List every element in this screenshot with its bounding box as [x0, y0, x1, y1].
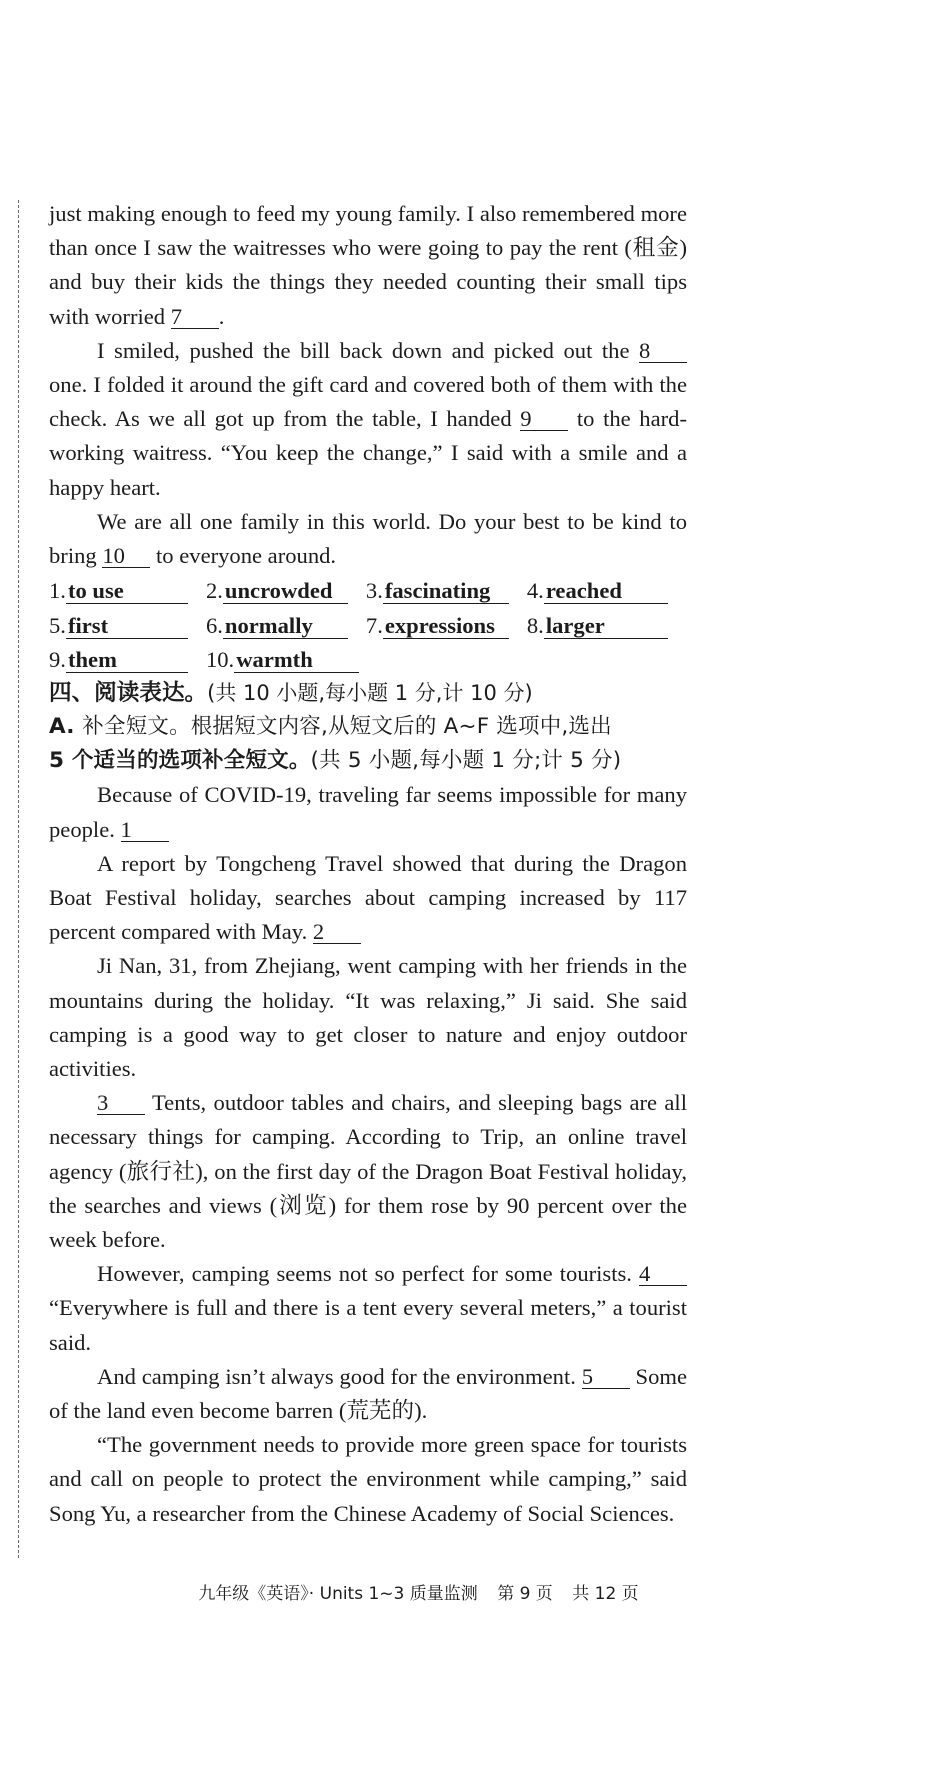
passage-paragraph-3 [49, 949, 687, 1086]
answer-item [49, 578, 188, 604]
answer-item [49, 647, 188, 673]
section-detail: (共 10 小题,每小题 1 分,计 10 分) [207, 680, 533, 705]
passage-blank-3: 3 [97, 1092, 145, 1115]
answer-blank-7: 7 [171, 306, 219, 329]
passage-text: However, camping seems not so perfect for some tourists. [97, 1261, 632, 1287]
footer-page-number: 第 9 页 [497, 1584, 553, 1604]
page-content [49, 197, 687, 1531]
answer-blank-10: 10 [102, 545, 150, 568]
answer-value: fascinating [383, 579, 509, 604]
passage-blank-2: 2 [313, 921, 361, 944]
part-a-instructions [49, 710, 687, 778]
answer-item [366, 613, 509, 639]
answer-number: 7. [365, 612, 383, 638]
answer-item [527, 613, 668, 639]
story-text: to the hard-working waitress. “You keep the change,” I said with a smile and a happy heart. [49, 406, 687, 500]
answer-value: to use [66, 579, 188, 604]
answer-value: warmth [234, 648, 359, 673]
answer-number: 6. [205, 612, 223, 638]
passage-blank-1: 1 [121, 819, 169, 842]
answer-value: first [66, 614, 188, 639]
instruction-scoring: (共 5 小题,每小题 1 分;计 5 分) [310, 748, 622, 774]
answer-blank-9: 9 [520, 408, 568, 431]
passage-paragraph-7 [49, 1428, 687, 1531]
answer-blank-8: 8 [639, 340, 687, 363]
passage-text: And camping isn’t always good for the environment. [97, 1363, 576, 1389]
answer-row [49, 573, 687, 607]
passage-text: Some of the land even become barren (荒芜的). [49, 1363, 688, 1424]
passage-blank-5: 5 [582, 1366, 630, 1389]
page-footer [0, 1579, 927, 1604]
story-paragraph-1: just making enough to feed my young family. I also remembered more than once I saw the waitresses who were going to pay the rent (租金) and buy their kids the things they needed counting their small tips with worried 7 . [49, 201, 687, 329]
instruction-text: 5 个适当的选项补全短文。 [49, 748, 311, 774]
answer-value: expressions [383, 614, 509, 639]
story-text: We are all one family in this world. Do your best to be kind to bring [49, 508, 687, 569]
answer-row [49, 607, 687, 641]
answer-number: 10. [205, 646, 235, 672]
story-text: to everyone around. [156, 543, 337, 569]
answer-value: normally [223, 614, 348, 639]
answer-number: 9. [49, 646, 66, 672]
passage-paragraph-4 [49, 1086, 687, 1257]
passage-text: Tents, outdoor tables and chairs, and sleeping bags are all necessary things for camping. According to Trip, an online travel agency (旅行社), on the first day of the Dragon Boat Festival holiday, the searches and views (浏览) for them rose by 90 percent over the week before. [49, 1090, 687, 1253]
answer-value: larger [544, 614, 668, 639]
binding-cut-line [18, 200, 19, 1558]
passage-text: Because of COVID-19, traveling far seems impossible for many people. [49, 782, 687, 842]
story-text: I smiled, pushed the bill back down and picked out the [97, 337, 630, 363]
part-label: A. [49, 714, 75, 739]
answer-number: 4. [526, 578, 544, 604]
instruction-text: 补全短文。根据短文内容,从短文后的 A~F 选项中,选出 [82, 714, 612, 739]
footer-subject: 九年级《英语》· Units 1~3 质量监测 [198, 1584, 478, 1604]
footer-total-pages: 共 12 页 [572, 1584, 639, 1604]
answer-number: 2. [205, 578, 223, 604]
answer-item [206, 578, 348, 604]
answer-value: reached [544, 579, 668, 604]
answer-item [49, 613, 188, 639]
answer-key [49, 573, 687, 676]
passage-blank-4: 4 [639, 1263, 687, 1286]
answer-row [49, 642, 687, 676]
section-heading [49, 676, 687, 710]
passage-paragraph-6 [49, 1360, 687, 1428]
passage-text: A report by Tongcheng Travel showed that during the Dragon Boat Festival holiday, searches about camping increased by 117 percent compared with May. [49, 850, 687, 945]
passage-text: “The government needs to provide more green space for tourists and call on people to protect the environment while camping,” said Song Yu, a researcher from the Chinese Academy of Social Sciences. [49, 1432, 687, 1526]
passage-paragraph-2 [49, 847, 687, 950]
passage-paragraph-1 [49, 778, 687, 846]
story-text: one. I folded it around the gift card and covered both of them with the check. As we all got up from the table, I handed [49, 372, 687, 432]
answer-value: them [66, 648, 188, 673]
answer-number: 3. [365, 578, 383, 604]
story-paragraph-2 [49, 334, 687, 505]
answer-number: 1. [49, 578, 66, 604]
answer-number: 8. [526, 612, 544, 638]
passage-text: “Everywhere is full and there is a tent every several meters,” a tourist said. [49, 1295, 687, 1355]
answer-number: 5. [49, 612, 66, 638]
story-text: just making enough to feed my young family. I also remembered more than once I saw the waitresses who were going to pay the rent (租金) and buy their kids the things they needed counting their small tips with worried [49, 201, 687, 329]
story-paragraph-3 [49, 505, 687, 573]
answer-item [527, 578, 668, 604]
answer-item [206, 613, 348, 639]
answer-item [366, 578, 509, 604]
answer-item [206, 647, 359, 673]
answer-value: uncrowded [223, 579, 348, 604]
passage-text: Ji Nan, 31, from Zhejiang, went camping with her friends in the mountains during the holiday. “It was relaxing,” Ji said. She said camping is a good way to get closer to nature and enjoy outdoor activities. [49, 953, 687, 1082]
passage-paragraph-5 [49, 1257, 687, 1360]
section-title: 四、阅读表达。 [49, 679, 208, 706]
